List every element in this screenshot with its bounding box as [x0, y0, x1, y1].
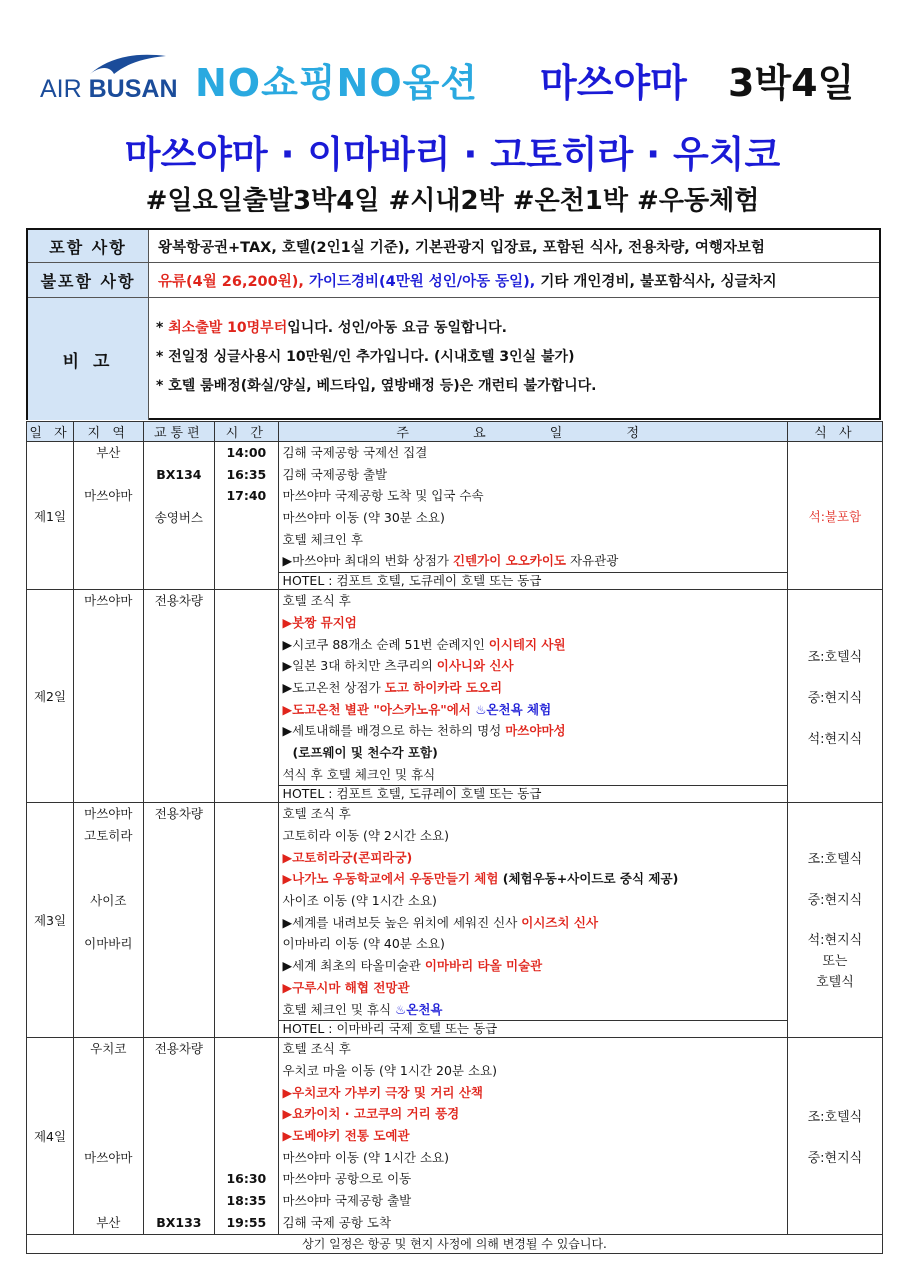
included-value: 왕복항공권+TAX, 호텔(2인1실 기준), 기본관광지 입장료, 포함된 식사, 전용차량, 여행자보험: [158, 239, 765, 256]
day2-transport: 전용차량: [143, 590, 215, 803]
day2-meals: 조:호텔식 중:현지식 석:현지식: [787, 590, 882, 803]
day2-label: 제2일: [27, 590, 74, 803]
day2-region: 마쓰야마: [74, 590, 144, 803]
excluded-fuel: 유류(4월 26,200원),: [158, 273, 304, 290]
day3-transport: 전용차량: [143, 803, 215, 1038]
title-no-shopping: NO쇼핑NO옵션: [195, 61, 479, 105]
excluded-label: 불포함 사항: [28, 263, 149, 297]
day1-hotel: HOTEL : 컴포트 호텔, 도큐레이 호텔 또는 동급: [279, 572, 787, 589]
remarks-notes: [156, 314, 596, 401]
excluded-guide: 가이드경비(4만원 성인/아동 동일),: [308, 273, 536, 290]
title-destination: 마쓰야마: [540, 61, 687, 105]
included-label: 포함 사항: [28, 230, 149, 262]
note-2: * 전일정 싱글사용시 10만원/인 추가입니다. (시내호텔 3인실 불가): [156, 349, 575, 365]
day2-times: [215, 590, 278, 803]
day4-times: 16:30 18:35 19:55: [215, 1038, 278, 1235]
excluded-rest: 기타 개인경비, 불포함식사, 싱글차지: [540, 273, 777, 290]
day4-regions: 우치코 마쓰야마 부산: [74, 1038, 144, 1235]
table-row-day4: [27, 1038, 883, 1235]
title-duration: 3박4일: [728, 61, 855, 105]
day3-times: [215, 803, 278, 1038]
excluded-row: [28, 263, 879, 298]
table-row-day1: [27, 442, 883, 590]
day1-meal: 석:불포함: [787, 442, 882, 590]
day1-label: 제1일: [27, 442, 74, 590]
table-header-row: [27, 422, 883, 442]
day1-transport: BX134 송영버스: [143, 442, 215, 590]
day4-schedule: 호텔 조식 후 우치코 마을 이동 (약 1시간 20분 소요) ▶우치코자 가부키 극장 및 거리 산책 ▶요카이치 · 고코쿠의 거리 풍경 ▶도베야키 전통 도예관 마쓰야마 이동 (약 1시간 소요) 마쓰야마 공항으로 이동 마쓰야마 국제공항 출발 김해 국제 공항 도착: [278, 1038, 787, 1235]
day1-regions: 부산 마쓰야마: [74, 442, 144, 590]
included-row: [28, 230, 879, 263]
footer-row: [27, 1235, 883, 1254]
header-region: 지 역: [74, 422, 144, 442]
subtitle-cities: 마쓰야마 · 이마바리 · 고토히라 · 우치코: [124, 133, 781, 176]
day3-regions: 마쓰야마 고토히라 사이조 이마바리: [74, 803, 144, 1038]
day3-label: 제3일: [27, 803, 74, 1038]
header-transport: 교통편: [143, 422, 215, 442]
day2-schedule: 호텔 조식 후 ▶봇짱 뮤지엄 ▶시코쿠 88개소 순례 51번 순례지인 이시테지 사원 ▶일본 3대 하치만 츠쿠리의 이사니와 신사 ▶도고온천 상점가 도고 하이카라 도오리 ▶도고온천 별관 "아스카노유"에서 ♨온천욕 체험 ▶세토내해를 배경으로 하는 천하의 명성 마쓰야마성 (로프웨이 및 천수각 포함) 석식 후 호텔 체크인 및 휴식 HOTEL : 컴포트 호텔, 도큐레이 호텔 또는 동급: [278, 590, 787, 803]
remarks-label: 비 고: [28, 298, 149, 420]
hashtags: #일요일출발3박4일 #시내2박 #온천1박 #우동체험: [145, 186, 760, 216]
day4-label: 제4일: [27, 1038, 74, 1235]
day4-meals: 조:호텔식 중:현지식: [787, 1038, 882, 1235]
day1-times: 14:00 16:35 17:40: [215, 442, 278, 590]
day3-schedule: 호텔 조식 후 고토히라 이동 (약 2시간 소요) ▶고토히라궁(콘피라궁) ▶나가노 우동학교에서 우동만들기 체험 (체험우동+사이드로 중식 제공) 사이조 이동 (약 1시간 소요) ▶세계를 내려보듯 높은 위치에 세워진 신사 이시즈치 신사 이마바리 이동 (약 40분 소요) ▶세계 최초의 타올미술관 이마바리 타올 미술관 ▶구루시마 해협 전망관 호텔 체크인 및 휴식 ♨온천욕 HOTEL : 이마바리 국제 호텔 또는 동급: [278, 803, 787, 1038]
schedule-table: [26, 421, 883, 1254]
excluded-value: [158, 263, 777, 297]
header-schedule: 주 요 일 정: [278, 422, 787, 442]
air-busan-logo: [38, 52, 178, 104]
day3-meals: 조:호텔식 중:현지식 석:현지식 또는 호텔식: [787, 803, 882, 1038]
logo-text: AIR BUSAN: [40, 75, 178, 103]
table-row-day2: [27, 590, 883, 803]
day3-hotel: HOTEL : 이마바리 국제 호텔 또는 동급: [279, 1020, 787, 1037]
table-row-day3: [27, 803, 883, 1038]
note-3: * 호텔 룸배정(화실/양실, 베드타입, 옆방배정 등)은 개런티 불가합니다.: [156, 378, 597, 394]
day1-schedule: 김해 국제공항 국제선 집결 김해 국제공항 출발 마쓰야마 국제공항 도착 및 입국 수속 마쓰야마 이동 (약 30분 소요) 호텔 체크인 후 ▶마쓰야마 최대의 번화 상점가 긴텐가이 오오카이도 자유관광 HOTEL : 컴포트 호텔, 도큐레이 호텔 또는 동급: [278, 442, 787, 590]
remarks-row: [28, 298, 879, 420]
note-1: * 최소출발 10명부터입니다. 성인/아동 요금 동일합니다.: [156, 320, 507, 336]
footer-note: 상기 일정은 항공 및 현지 사정에 의해 변경될 수 있습니다.: [27, 1235, 883, 1254]
header-meal: 식 사: [787, 422, 882, 442]
info-box: [26, 228, 881, 420]
day2-hotel: HOTEL : 컴포트 호텔, 도큐레이 호텔 또는 동급: [279, 785, 787, 802]
day4-transport: 전용차량 BX133: [143, 1038, 215, 1235]
header-day: 일 자: [27, 422, 74, 442]
header-time: 시 간: [215, 422, 278, 442]
